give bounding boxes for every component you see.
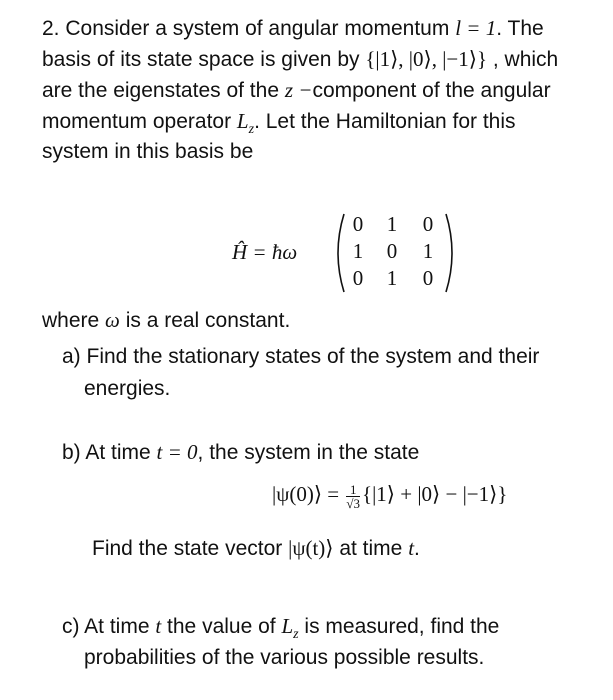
lz-operator-c: L (281, 614, 294, 638)
part-c-text-1c: is measured, find the (298, 615, 500, 638)
matrix-cell: 0 (386, 239, 398, 263)
psi0-lhs: |ψ(0)⟩ = (272, 482, 345, 506)
intro-line-3 (42, 76, 551, 105)
part-c-line-2 (84, 644, 484, 672)
matrix-cell: 1 (352, 239, 364, 263)
intro-line-1 (42, 14, 544, 43)
psi-t: |ψ(t)⟩ (288, 536, 334, 560)
part-b-line-3 (92, 534, 420, 563)
period: . (414, 537, 420, 560)
where-tail: is a real constant. (119, 309, 291, 332)
part-b-text-3b: at time (333, 537, 409, 560)
intro-text-2a: basis of its state space is given by (42, 48, 366, 71)
part-a-text-1: a) Find the stationary states of the system and their (62, 345, 540, 368)
part-a-line-2 (84, 375, 170, 403)
t-symbol-c: t (155, 614, 162, 638)
hamiltonian-matrix (330, 210, 460, 296)
intro-text-3a: are the eigenstates of the (42, 79, 285, 102)
frac-denominator: √3 (346, 495, 361, 511)
intro-line-2 (42, 45, 558, 74)
intro-text-4b: . Let the Hamiltonian for this (254, 110, 516, 133)
intro-text-4a: momentum operator (42, 110, 237, 133)
intro-text-3b: component of the angular (312, 79, 551, 102)
hamiltonian-symbol: Ĥ = ħω (232, 240, 298, 264)
intro-text-1a: 2. Consider a system of angular momentum (42, 17, 456, 40)
lz-subscript: z (248, 122, 255, 138)
where-line (42, 306, 290, 335)
omega-symbol: ω (105, 308, 120, 332)
lz-subscript-c: z (293, 627, 299, 643)
part-c-text-1b: the value of (161, 615, 282, 638)
part-b-text-3a: Find the state vector (92, 537, 289, 560)
intro-text-2b: , which (487, 48, 559, 71)
matrix-cell: 0 (352, 212, 364, 236)
part-a-text-2: energies. (84, 377, 171, 400)
initial-state-equation (272, 480, 507, 510)
matrix-cell: 1 (386, 212, 398, 236)
part-a-line-1 (62, 343, 539, 371)
intro-line-5 (42, 138, 253, 166)
part-c-text-2: probabilities of the various possible results. (84, 646, 485, 669)
t-symbol: t (408, 536, 415, 560)
hamiltonian-lhs (232, 238, 297, 266)
basis-set: {|1⟩, |0⟩, |−1⟩} (365, 47, 488, 71)
matrix-body (330, 210, 460, 296)
t-equals-0: t = 0 (156, 440, 198, 464)
matrix-cell: 0 (352, 266, 364, 290)
matrix-cell: 1 (422, 239, 434, 263)
psi0-rhs: {|1⟩ + |0⟩ − |−1⟩} (362, 482, 508, 506)
where-text: where (42, 309, 106, 332)
l-equals-1: l = 1 (455, 16, 497, 40)
part-b-text-1a: b) At time (62, 441, 157, 464)
one-over-root3 (346, 483, 360, 510)
part-b-line-1 (62, 438, 419, 467)
frac-numerator: 1 (346, 483, 360, 497)
matrix-cell: 0 (422, 212, 434, 236)
part-c-text-1a: c) At time (62, 615, 156, 638)
part-b-text-1b: , the system in the state (197, 441, 420, 464)
z-component: z − (284, 78, 313, 102)
matrix-cell: 1 (386, 266, 398, 290)
lz-operator: L (236, 109, 249, 133)
intro-text-1b: . The (496, 17, 544, 40)
intro-text-5: system in this basis be (42, 140, 254, 163)
matrix-cell: 0 (422, 266, 434, 290)
